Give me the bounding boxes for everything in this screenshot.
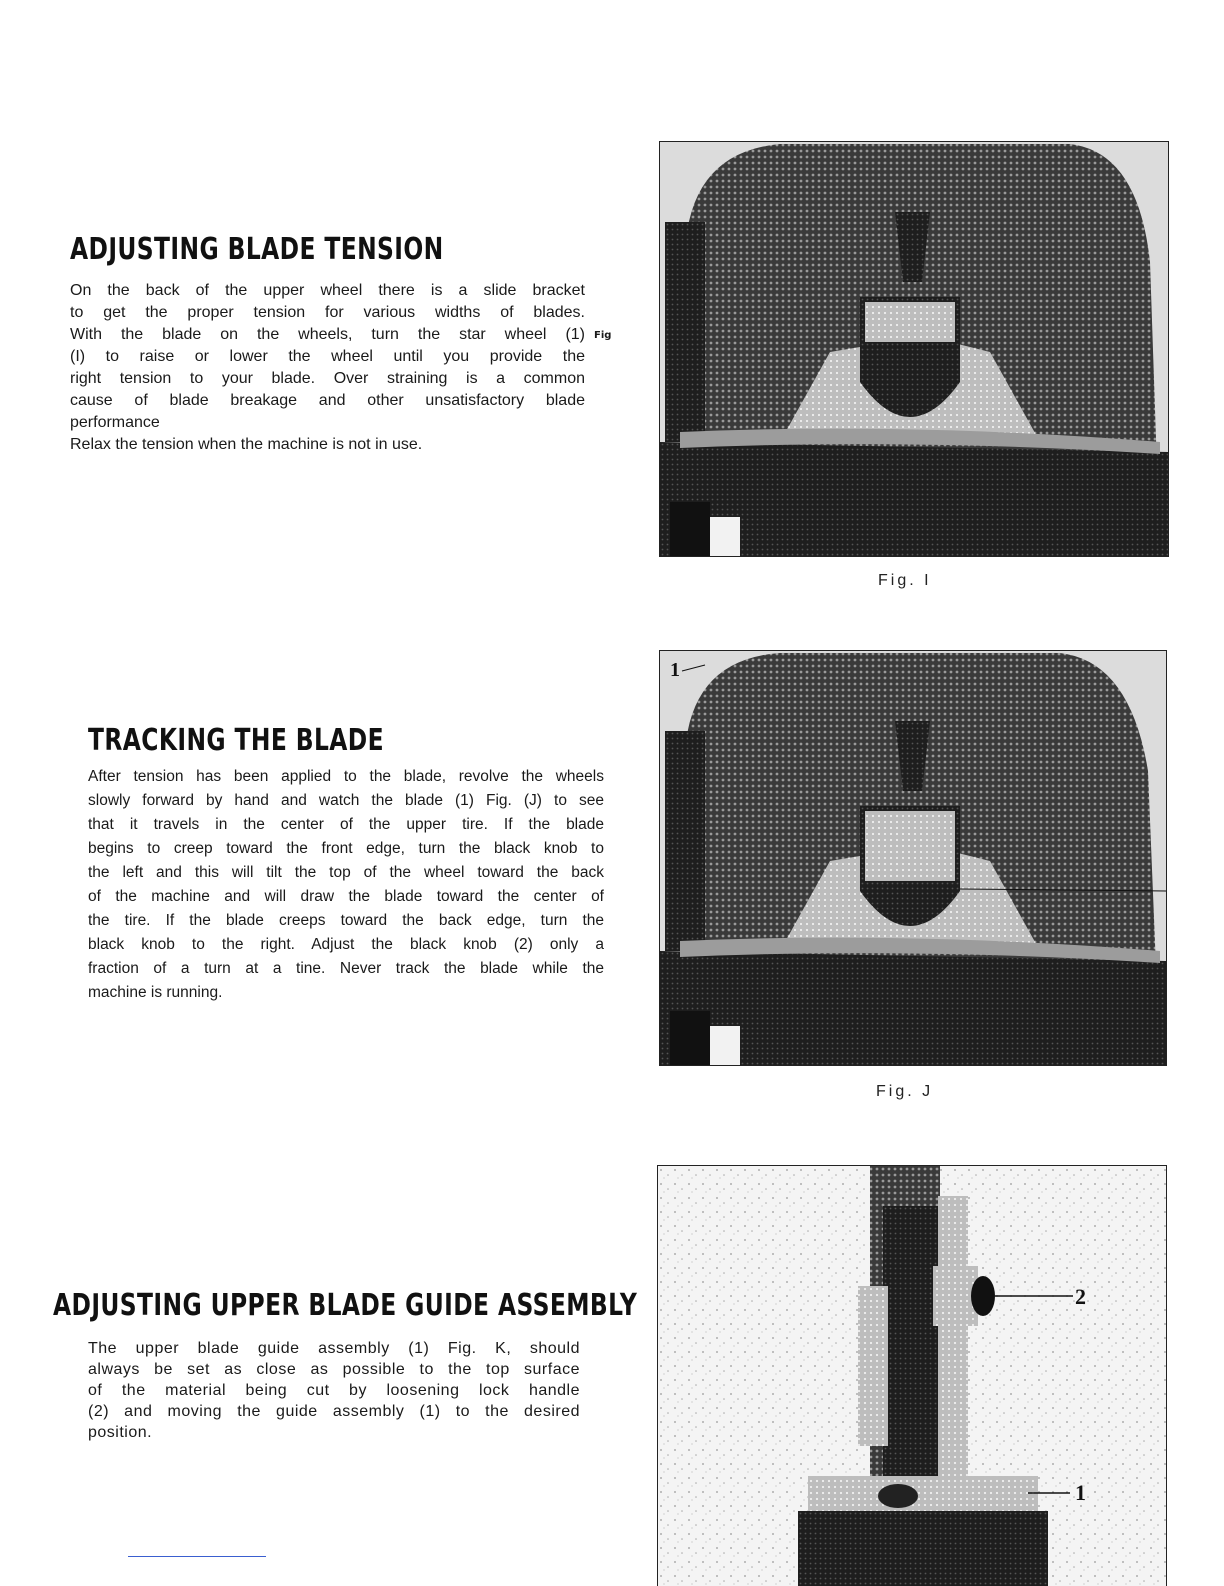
figure-j-photo	[659, 650, 1167, 1066]
text-line: black knob to the right. Adjust the black knob (2) only a	[88, 936, 604, 953]
section-title-upper-guide: ADJUSTING UPPER BLADE GUIDE ASSEMBLY	[53, 1288, 638, 1323]
text-line: cause of blade breakage and other unsatisfactory blade	[70, 392, 585, 409]
blade-guide-assembly-image	[658, 1166, 1166, 1586]
wheel-housing-image	[660, 142, 1168, 556]
stray-underline-mark	[128, 1556, 266, 1557]
text-line: Relax the tension when the machine is not in use.	[70, 436, 423, 453]
wheel-tracking-image	[660, 651, 1166, 1065]
text-line: The upper blade guide assembly (1) Fig. K, should	[88, 1340, 580, 1357]
figure-i-photo	[659, 141, 1169, 557]
text-line: On the back of the upper wheel there is a slide bracket	[70, 282, 585, 299]
text-line: of the material being cut by loosening lock handle	[88, 1382, 580, 1399]
callout-label-1: 1	[1075, 1480, 1086, 1505]
text-line: (2) and moving the guide assembly (1) to the desired	[88, 1403, 580, 1420]
blade-tension-paragraph	[70, 280, 585, 456]
text-line: position.	[88, 1424, 153, 1441]
tracking-blade-paragraph	[88, 765, 604, 1005]
text-line: performance	[70, 414, 160, 431]
text-line: machine is running.	[88, 984, 223, 1001]
text-line: to get the proper tension for various widths of blades.	[70, 304, 585, 321]
text-line: With the blade on the wheels, turn the star wheel (1)	[70, 326, 585, 343]
text-line: that it travels in the center of the upper tire. If the blade	[88, 816, 604, 833]
section-title-blade-tension: ADJUSTING BLADE TENSION	[70, 232, 444, 267]
text-line: begins to creep toward the front edge, turn the black knob to	[88, 840, 604, 857]
text-line: always be set as close as possible to the top surface	[88, 1361, 580, 1378]
figure-j-caption: Fig. J	[876, 1083, 934, 1100]
text-line: (I) to raise or lower the wheel until you provide the	[70, 348, 585, 365]
callout-label-2: 2	[1075, 1284, 1086, 1309]
section-title-tracking-blade: TRACKING THE BLADE	[88, 723, 385, 758]
text-line: slowly forward by hand and watch the blade (1) Fig. (J) to see	[88, 792, 604, 809]
upper-guide-paragraph	[88, 1338, 580, 1443]
text-line: fraction of a turn at a tine. Never track the blade while the	[88, 960, 604, 977]
text-line: right tension to your blade. Over straining is a common	[70, 370, 585, 387]
text-line: of the machine and will draw the blade toward the center of	[88, 888, 604, 905]
figure-i-caption: Fig. I	[878, 572, 932, 589]
text-line: the left and this will tilt the top of the wheel toward the back	[88, 864, 604, 881]
text-line: After tension has been applied to the blade, revolve the wheels	[88, 768, 604, 785]
callout-label-1: 1	[670, 659, 680, 681]
figure-k-photo	[657, 1165, 1167, 1586]
fig-reference-tag: Fig	[594, 330, 612, 341]
text-line: the tire. If the blade creeps toward the back edge, turn the	[88, 912, 604, 929]
